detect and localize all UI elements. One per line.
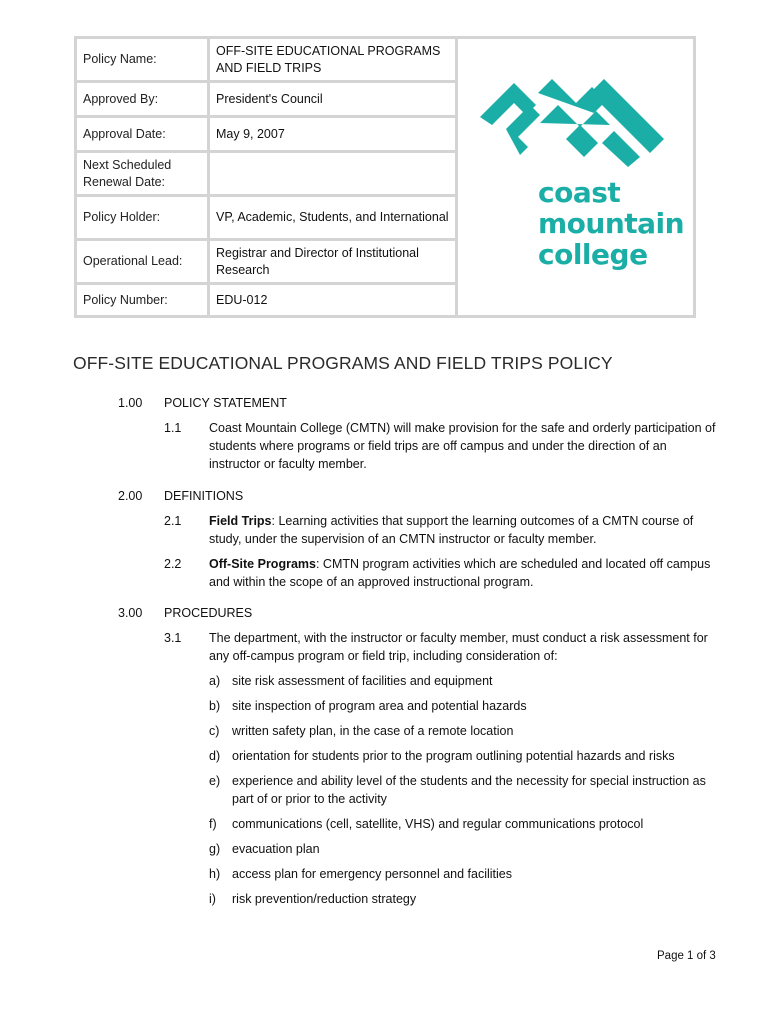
section-3-number: 3.00 (118, 606, 143, 620)
subsection-3-1-number: 3.1 (164, 631, 182, 645)
mountain-logo-icon (480, 79, 670, 169)
subsection-2-2-number: 2.2 (164, 557, 182, 571)
list-item-c-text: written safety plan, in the case of a remote location (232, 724, 514, 738)
list-item-a-letter: a) (209, 674, 221, 688)
subsection-2-1-text (209, 512, 719, 548)
value-policy-holder: VP, Academic, Students, and International (216, 210, 449, 224)
label-renewal-date: Next Scheduled Renewal Date: (77, 153, 210, 194)
value-policy-name: OFF-SITE EDUCATIONAL PROGRAMS AND FIELD TRIPS (216, 43, 441, 75)
section-2-title: DEFINITIONS (164, 489, 244, 503)
row-approved-by (77, 83, 455, 118)
list-item-e-letter: e) (209, 774, 221, 788)
wordmark-line-2: mountain (538, 207, 685, 240)
list-item-h-text: access plan for emergency personnel and facilities (232, 867, 513, 881)
term-field-trips: Field Trips (209, 514, 272, 528)
row-renewal-date (77, 153, 455, 197)
list-item-b-text: site inspection of program area and potential hazards (232, 699, 527, 713)
row-policy-number (77, 285, 455, 315)
row-approval-date (77, 118, 455, 153)
row-policy-holder (77, 197, 455, 241)
section-1-number: 1.00 (118, 396, 143, 410)
subsection-2-1-number: 2.1 (164, 514, 182, 528)
label-policy-number: Policy Number: (77, 285, 210, 315)
list-item-d-text: orientation for students prior to the program outlining potential hazards and risks (232, 749, 675, 763)
list-item-f-text: communications (cell, satellite, VHS) and regular communications protocol (232, 817, 644, 831)
list-item-i-text: risk prevention/reduction strategy (232, 892, 417, 906)
subsection-3-1-text: The department, with the instructor or faculty member, must conduct a risk assessment for any off-campus program or field trip, including consideration of: (209, 631, 708, 663)
label-policy-name: Policy Name: (77, 39, 210, 80)
label-approved-by: Approved By: (77, 83, 210, 115)
row-policy-name (77, 39, 455, 83)
value-renewal-date (210, 153, 455, 194)
list-item-b-letter: b) (209, 699, 221, 713)
label-policy-holder: Policy Holder: (77, 197, 210, 238)
wordmark-line-3: college (538, 238, 648, 271)
subsection-2-2-text (209, 555, 719, 591)
list-item-h-letter: h) (209, 867, 221, 881)
policy-info-column (77, 39, 455, 315)
policy-header-table (74, 36, 696, 318)
wordmark-line-1: coast (538, 176, 621, 209)
subsection-1-1-number: 1.1 (164, 421, 182, 435)
definition-off-site-programs: : CMTN program activities which are scheduled and located off campus and within the scope of an approved instructional program. (209, 557, 711, 589)
document-title: OFF-SITE EDUCATIONAL PROGRAMS AND FIELD TRIPS POLICY (73, 353, 613, 373)
college-wordmark (538, 177, 684, 270)
list-item-c-letter: c) (209, 724, 220, 738)
page-number: Page 1 of 3 (657, 950, 716, 962)
value-approval-date: May 9, 2007 (216, 126, 285, 141)
list-item-g-text: evacuation plan (232, 842, 320, 856)
value-operational-lead: Registrar and Director of Institutional Research (216, 245, 419, 277)
logo-cell (455, 39, 693, 315)
row-operational-lead (77, 241, 455, 285)
term-off-site-programs: Off-Site Programs (209, 557, 316, 571)
list-item-d-letter: d) (209, 749, 221, 763)
list-item-f-letter: f) (209, 817, 217, 831)
list-item-g-letter: g) (209, 842, 221, 856)
value-approved-by: President's Council (216, 91, 323, 106)
value-policy-number: EDU-012 (216, 292, 268, 307)
definition-field-trips: : Learning activities that support the learning outcomes of a CMTN course of study, under the supervision of an CMTN instructor or faculty member. (209, 514, 694, 546)
section-2-number: 2.00 (118, 489, 143, 503)
list-item-e-text: experience and ability level of the students and the necessity for special instruction as part of or prior to the activity (232, 774, 706, 806)
list-item-a-text: site risk assessment of facilities and equipment (232, 674, 493, 688)
section-1-title: POLICY STATEMENT (164, 396, 287, 410)
label-operational-lead: Operational Lead: (77, 241, 210, 282)
label-approval-date: Approval Date: (77, 118, 210, 150)
subsection-1-1-text: Coast Mountain College (CMTN) will make provision for the safe and orderly participation of students where programs or field trips are off campus and under the direction of an instructor or faculty member. (209, 421, 716, 471)
section-3-title: PROCEDURES (164, 606, 253, 620)
list-item-i-letter: i) (209, 892, 216, 906)
